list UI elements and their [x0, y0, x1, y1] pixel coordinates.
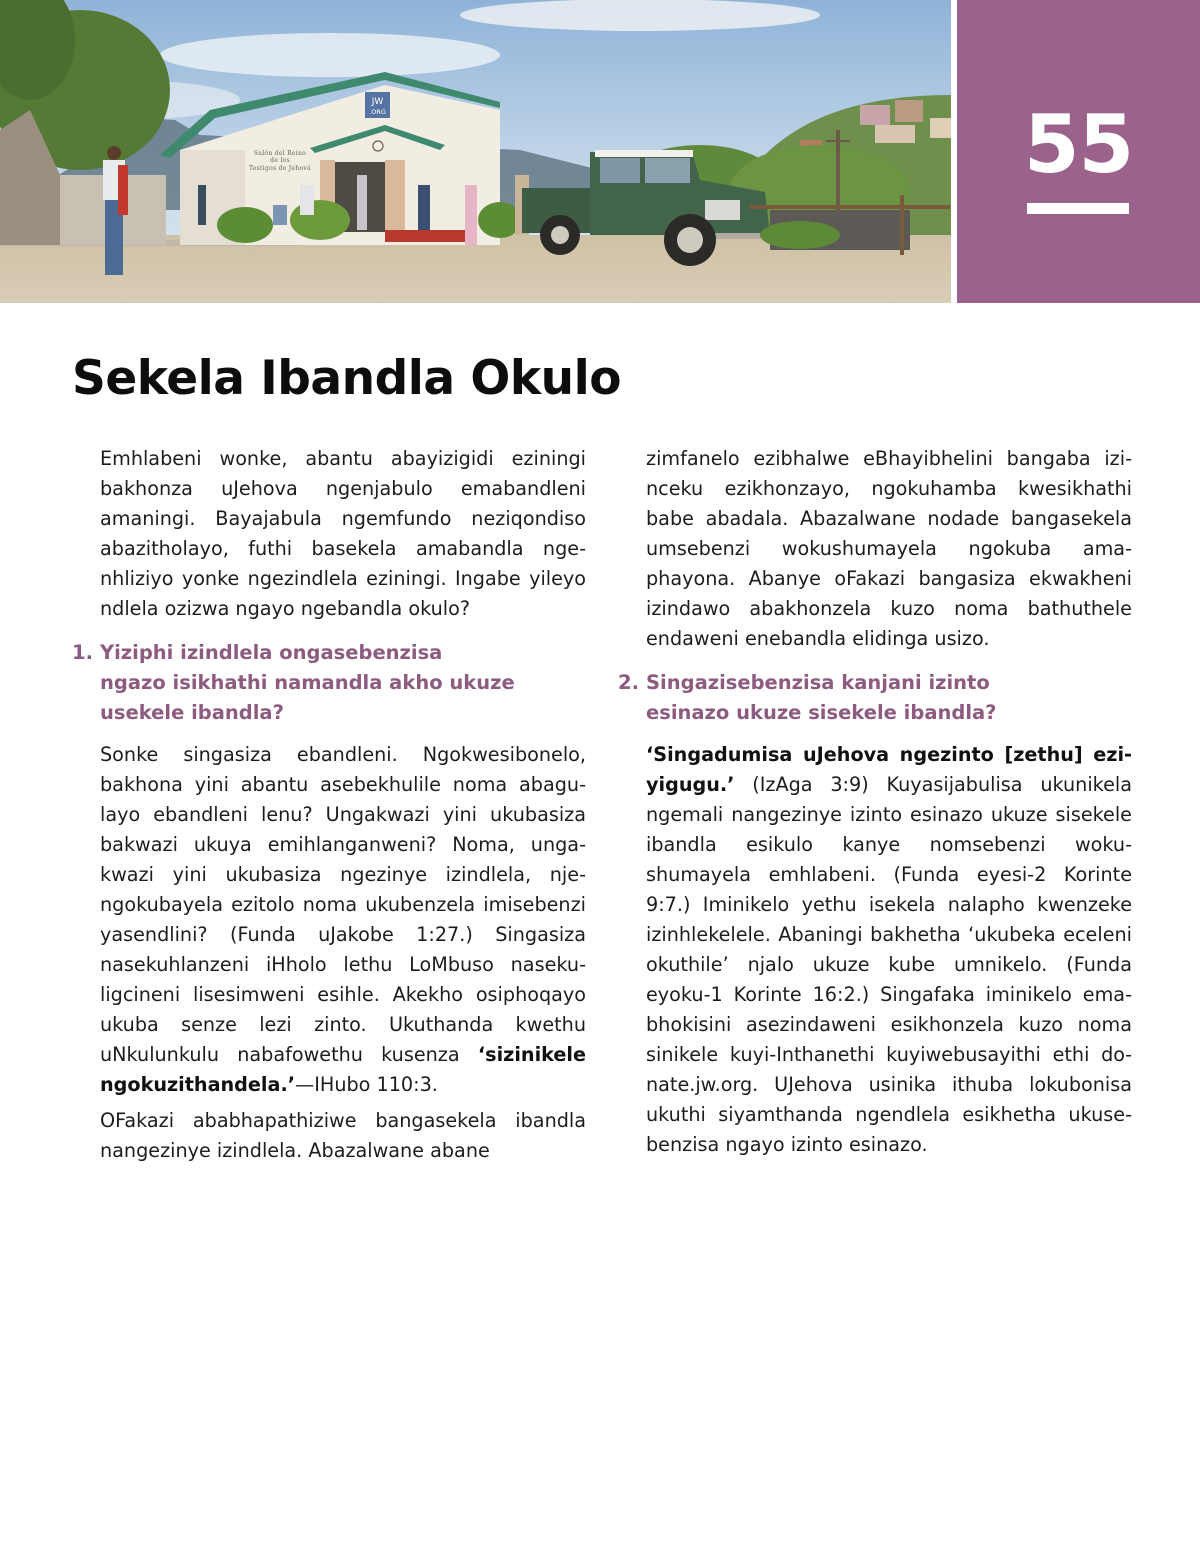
left-column [72, 444, 586, 1166]
question-2 [618, 668, 1132, 728]
bold-scripture-quote: ‘Singadumisa uJehova ngezinto [zethu] eziyigugu.’ [646, 743, 1132, 796]
lesson-number-panel [957, 0, 1200, 303]
question-number: 1. [72, 641, 93, 664]
svg-text:.ORG: .ORG [369, 108, 386, 116]
kingdom-hall-illustration [0, 0, 951, 303]
intro-paragraph: Emhlabeni wonke, abantu abayizigidi eziningi bakhonza uJehova ngenjabulo emabandleni amaningi. Bayajabula ngemfundo neziqondiso abazitholayo, futhi basekela amabandla ngenhliziyo yonke ngezindlela eziningi. Ingabe yileyo ndlela ozizwa ngayo ngebandla okulo? [100, 447, 586, 620]
lesson-number-underline [1027, 203, 1129, 214]
answer-paragraph-3 [646, 740, 1132, 1160]
header-photo [0, 0, 951, 303]
svg-text:Salón del Reino: Salón del Reino [253, 150, 307, 157]
svg-text:de los: de los [270, 157, 290, 164]
svg-text:JW: JW [371, 97, 384, 107]
question-line: Yiziphi izindlela ongasebenzisa [100, 641, 443, 664]
scripture-reference: —IHubo 110:3. [295, 1073, 438, 1096]
bold-scripture-quote: ‘sizinikele ngokuzithandela.’ [100, 1043, 586, 1096]
question-line: ngazo isikhathi namandla akho ukuze [100, 671, 515, 694]
lesson-title: Sekela Ibandla Okulo [72, 351, 621, 406]
body-text: (IzAga 3:9) Kuyasijabulisa ukunikela ngemali nangezinye izinto esinazo ukuze sisekele ibandla esikulo kanye nomsebenzi wokushumayela emhlabeni. (Funda eyesi-2 Korinte 9:7.) Iminikelo yethu isekela nalapho kwenzeke izinhlekelele. Abaningi bakhetha ‘ukubeka eceleni okuthile’ njalo ukuze kube umnikelo. (Funda eyoku-1 Korinte 16:2.) Singafaka iminikelo emabhokisini asezindaweni esikhonzela kuzo noma sinikele kuyi-Inthanethi kuyiwebusayithi ethi donate.jw.org. UJehova usinika ithuba lokubonisa ukuthi siyamthanda ngendlela esikhetha ukusebenzisa ngayo izinto esinazo. [646, 773, 1132, 1156]
jw-org-logo [365, 92, 390, 118]
question-number: 2. [618, 671, 639, 694]
answer-paragraph-1 [100, 740, 586, 1100]
question-1 [72, 638, 586, 728]
body-text: Sonke singasiza ebandleni. Ngokwesibonelo, bakhona yini abantu asebekhulile noma abagulayo ebandleni lenu? Ungakwazi yini ukubasiza bakwazi ukuya emihlanganweni? Noma, ungakwazi yini ukubasiza ngezinye izindlela, njengokubayela ezitolo noma ukubenzela imisebenzi yasendlini? (Funda uJakobe 1:27.) Singasiza nasekuhlanzeni iHholo lethu LoMbuso nasekuligcineni lisesimweni esihle. Akekho osiphoqayo ukuba senze lezi zinto. Ukuthanda kwethu uNkulunkulu nabafowethu kusenza [100, 743, 586, 1066]
question-line: usekele ibandla? [100, 701, 284, 724]
svg-text:Testigos de Jehová: Testigos de Jehová [248, 165, 312, 172]
question-line: Singazisebenzisa kanjani izinto [646, 671, 990, 694]
lesson-number: 55 [1023, 98, 1134, 191]
question-line: esinazo ukuze sisekele ibandla? [646, 701, 997, 724]
right-column [618, 444, 1132, 1160]
answer-paragraph-2: OFakazi ababhapathiziwe bangasekela ibandla nangezinye izindlela. Abazalwane abane [100, 1109, 586, 1162]
continued-paragraph: zimfanelo ezibhalwe eBhayibhelini bangaba izinceku ezikhonzayo, ngokuhamba kwesikhathi babe abadala. Abazalwane nodade bangasekela umsebenzi wokushumayela ngokuba amaphayona. Abanye oFakazi bangasiza ekwakheni izindawo abakhonzela kuzo noma bathuthele endaweni enebandla elidinga usizo. [646, 447, 1132, 650]
